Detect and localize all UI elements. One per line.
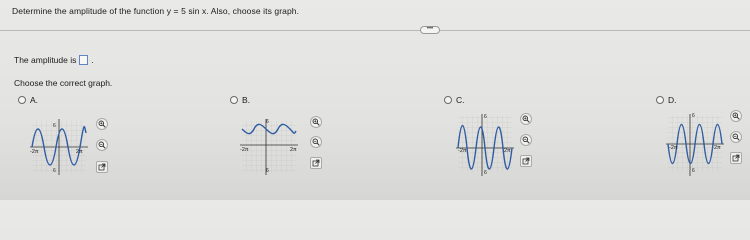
option-d-ylabel-top: 6: [692, 113, 695, 119]
option-b-ylabel-bottom: 6: [266, 168, 269, 174]
option-d-label: D.: [668, 95, 677, 105]
zoom-in-icon[interactable]: [730, 110, 742, 122]
option-c-ylabel-bottom: 6: [484, 170, 487, 176]
amplitude-input[interactable]: [79, 55, 88, 65]
zoom-in-icon[interactable]: [520, 113, 532, 125]
option-b[interactable]: [230, 95, 250, 105]
option-b-ylabel-top: 6: [266, 119, 269, 125]
option-d-ylabel-bottom: 6: [692, 168, 695, 174]
option-d[interactable]: [656, 95, 677, 105]
option-a-xlabel-neg: -2π: [30, 149, 39, 155]
option-a-graph: [26, 115, 92, 179]
external-link-icon[interactable]: [520, 155, 532, 167]
zoom-in-icon[interactable]: [96, 118, 108, 130]
question-text: [12, 6, 299, 16]
external-link-icon[interactable]: [310, 157, 322, 169]
amplitude-period: .: [91, 55, 94, 65]
option-b-radio[interactable]: [230, 96, 238, 104]
option-d-radio[interactable]: [656, 96, 664, 104]
question-prefix: Determine the amplitude of the function: [12, 6, 167, 16]
question-function: y = 5 sin x: [166, 6, 207, 16]
option-a-xlabel-pos: 2π: [76, 149, 83, 155]
external-link-icon[interactable]: [96, 161, 108, 173]
option-a[interactable]: [18, 95, 38, 105]
option-a-label: A.: [30, 95, 39, 105]
option-b-xlabel-neg: -2π: [240, 147, 249, 153]
option-c-ylabel-top: 6: [484, 114, 487, 120]
option-c[interactable]: [444, 95, 465, 105]
option-d-xlabel-neg: -2π: [669, 145, 678, 151]
zoom-in-icon[interactable]: [310, 116, 322, 128]
option-c-xlabel-neg: -2π: [458, 148, 467, 154]
more-button[interactable]: •••: [420, 26, 440, 34]
option-d-graph: [662, 112, 728, 176]
amplitude-row: [14, 55, 94, 65]
section-divider: [0, 30, 750, 31]
external-link-icon[interactable]: [730, 152, 742, 164]
option-a-ylabel-top: 6: [53, 123, 56, 129]
option-b-xlabel-pos: 2π: [290, 147, 297, 153]
option-c-graph: [452, 112, 518, 176]
zoom-out-icon[interactable]: [730, 131, 742, 143]
zoom-out-icon[interactable]: [520, 134, 532, 146]
choose-graph-text: Choose the correct graph.: [14, 78, 113, 88]
amplitude-label: The amplitude is: [14, 55, 77, 65]
option-a-ylabel-bottom: 6: [53, 168, 56, 174]
zoom-out-icon[interactable]: [310, 136, 322, 148]
question-suffix: . Also, choose its graph.: [206, 6, 300, 16]
option-b-label: B.: [242, 95, 251, 105]
zoom-out-icon[interactable]: [96, 139, 108, 151]
option-d-xlabel-pos: 2π: [714, 145, 721, 151]
option-c-label: C.: [456, 95, 465, 105]
option-a-radio[interactable]: [18, 96, 26, 104]
option-c-xlabel-pos: 2π: [504, 148, 511, 154]
option-c-radio[interactable]: [444, 96, 452, 104]
